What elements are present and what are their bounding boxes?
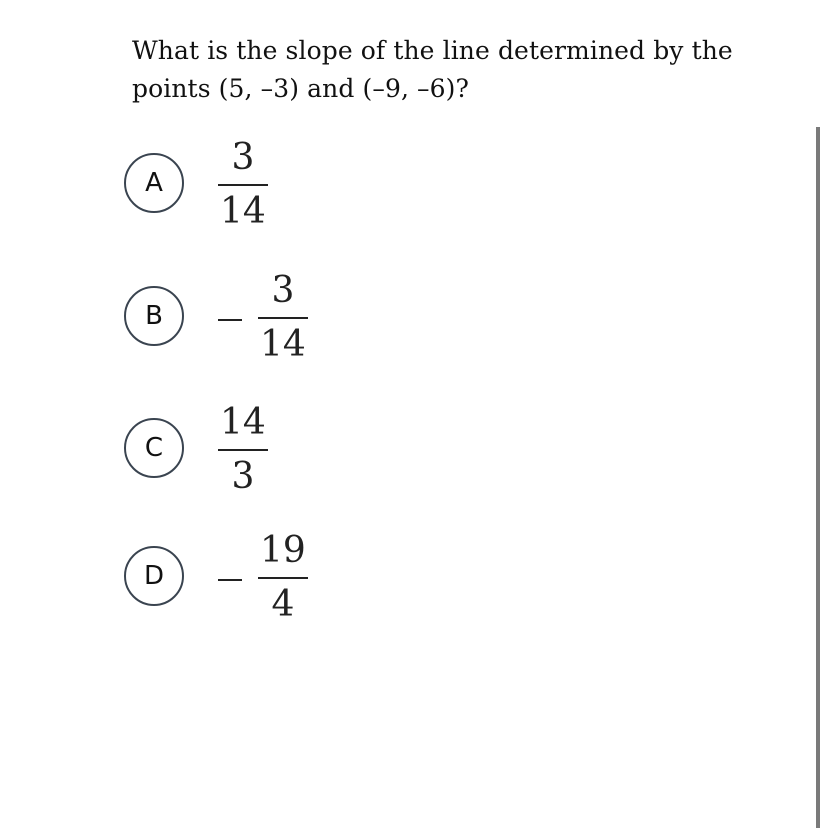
choice-a-fraction [218,137,268,233]
fraction [218,403,268,497]
choice-letter-d[interactable]: D [124,546,184,606]
denominator: 14 [260,324,306,365]
choice-letter-b[interactable]: B [124,286,184,346]
answer-choice-b[interactable] [124,270,424,366]
fraction-bar [258,317,308,319]
fraction-bar [218,184,268,186]
fraction-bar [258,577,308,579]
fraction [258,271,308,365]
denominator: 4 [271,584,295,625]
fraction [258,531,308,625]
answer-choice-c[interactable] [124,402,424,498]
choice-d-fraction [218,530,308,626]
answer-choice-a[interactable] [124,137,424,233]
denominator: 3 [231,456,255,497]
numerator: 14 [220,402,266,443]
choice-letter-a[interactable]: A [124,153,184,213]
choice-c-fraction [218,402,268,498]
scrollbar[interactable] [816,127,828,828]
answer-choice-d[interactable] [124,530,424,626]
choice-letter-c[interactable]: C [124,418,184,478]
question-text: What is the slope of the line determined by the points (5, –3) and (–9, –6)? [132,36,733,103]
minus-sign [218,319,242,321]
fraction-bar [218,449,268,451]
minus-sign [218,579,242,581]
denominator: 14 [220,191,266,232]
numerator: 3 [231,137,255,178]
numerator: 3 [271,270,295,311]
fraction [218,138,268,232]
numerator: 19 [260,530,306,571]
choice-b-fraction [218,270,308,366]
